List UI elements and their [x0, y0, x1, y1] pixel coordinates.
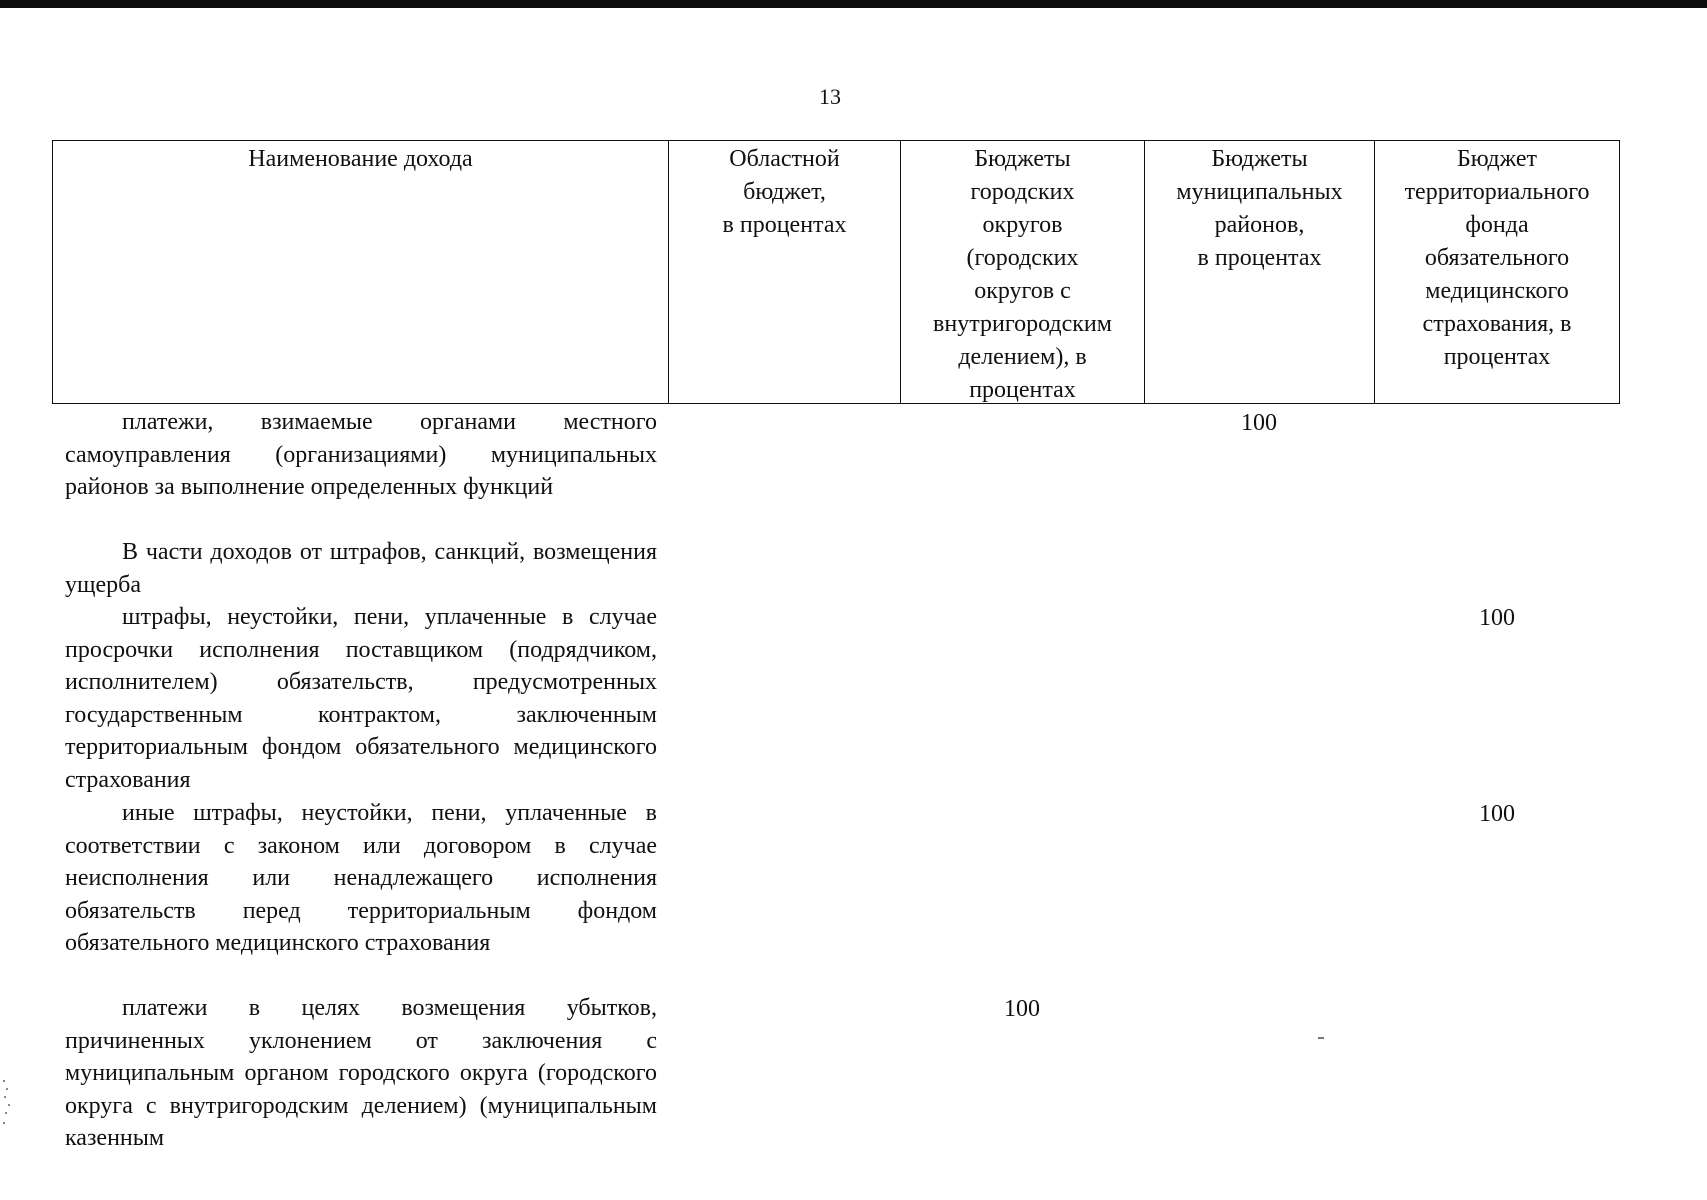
row-5-text: платежи в целях возмещения убытков, причиненных уклонением от заключения с муниципальным органом городского округа (городского округа с внутригородским делением) (муниципальным казенным	[65, 995, 657, 1152]
header-oblast-budget: Областной бюджет, в процентах	[668, 141, 900, 403]
row-4-text: иные штрафы, неустойки, пени, уплаченные в соответствии с законом или договором в случае неисполнения или ненадлежащего исполнения обязательств перед территориальным фондом обязательного медицинского страхования	[65, 800, 657, 957]
table-header	[52, 140, 1620, 404]
header-city-okrug-budgets: Бюджеты городских округов (городских округов с внутригородским делением), в процентах	[900, 141, 1144, 403]
row-3-foms-value: 100	[1479, 605, 1515, 631]
scan-margin-specks	[2, 1078, 12, 1138]
row-3-text: штрафы, неустойки, пени, уплаченные в случае просрочки исполнения поставщиком (подрядчиком, исполнителем) обязательств, предусмотренных государственным контрактом, заключенным территориальным фондом обязательного медицинского страхования	[65, 604, 657, 793]
row-1-text: платежи, взимаемые органами местного самоуправления (организациями) муниципальных районов за выполнение определенных функций	[65, 409, 657, 501]
scan-dash-mark	[1318, 1037, 1324, 1039]
header-foms-budget: Бюджет территориального фонда обязательного медицинского страхования, в процентах	[1374, 141, 1619, 403]
row-2-text: В части доходов от штрафов, санкций, возмещения ущерба	[65, 539, 657, 598]
header-income-name: Наименование дохода	[248, 146, 473, 172]
header-municipal-rayon-budgets: Бюджеты муниципальных районов, в процентах	[1144, 141, 1374, 403]
row-1-rayon-value: 100	[1241, 410, 1277, 436]
row-4-foms-value: 100	[1479, 801, 1515, 827]
row-5-okrug-value: 100	[1004, 996, 1040, 1022]
top-scan-border	[0, 0, 1707, 8]
page-number: 13	[819, 84, 841, 109]
